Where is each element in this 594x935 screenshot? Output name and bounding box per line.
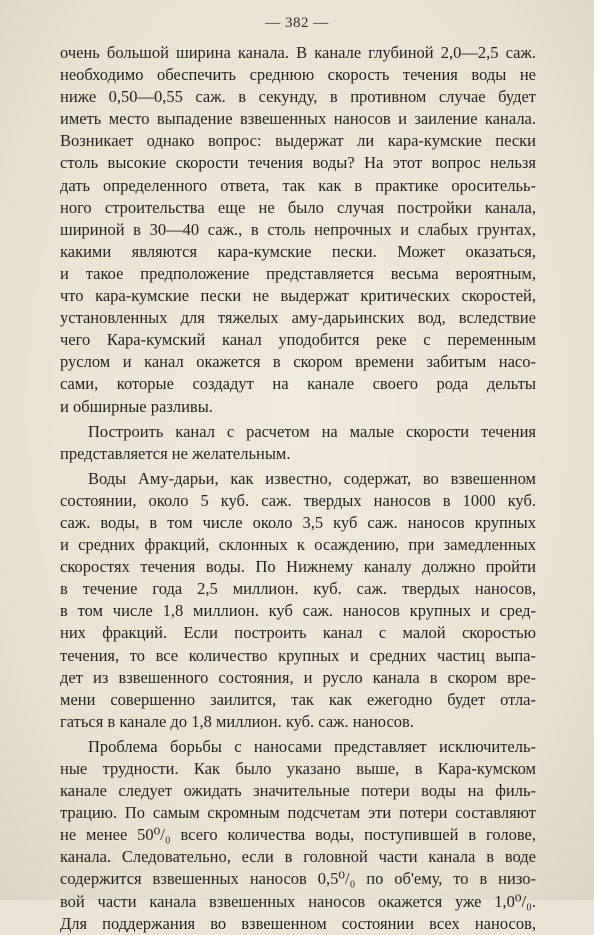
text-line: представляется не желательным.: [60, 443, 291, 463]
text-line: течения, то все количество крупных и средних частиц выпа-: [60, 645, 536, 665]
text-line: дать определенного ответа, так как в практике оросительь-: [60, 175, 536, 195]
page-number: — 382 —: [265, 15, 329, 31]
text-line: гаться в канале до 1,8 миллион. куб. саж. наносов.: [60, 711, 414, 731]
text-line: дет из взвешенного состояния, и русло канала в скором вре-: [60, 667, 536, 687]
text-line: и средних фракций, склонных к осаждению, при замедленных: [60, 535, 536, 555]
text-line: мени совершенно заилится, так как ежегодно будет отла-: [60, 689, 536, 709]
text-line: иметь место выпадение взвешенных наносов и заиление канала.: [60, 109, 536, 129]
text-line: канала. Следовательно, если в головной части канала в воде: [60, 847, 536, 867]
paragraph: [60, 736, 536, 935]
text-line: чего Кара-кумский канал уподобится реке с переменным: [60, 330, 536, 350]
text-line: в том числе 1,8 миллион. куб саж. наносов крупных и сред-: [60, 601, 536, 621]
text-line: трацию. По самым скромным подсчетам эти потери составляют: [60, 803, 536, 823]
body-text: [60, 42, 536, 935]
text-line: и такое предположение представляется весьма вероятным,: [60, 263, 536, 283]
text-line: установленных для тяжелых аму-дарьинских вод, вследствие: [60, 308, 536, 328]
text-line: руслом и канал окажется в скором времени забитым насо-: [60, 352, 536, 372]
paragraph: [60, 468, 536, 733]
text-line: сами, которые создадут на канале своего рода дельты: [60, 374, 536, 394]
text-line: них фракций. Если построить канал с малой скоростью: [60, 623, 536, 643]
text-line: что кара-кумские пески не выдержат критических скоростей,: [60, 286, 536, 306]
text-line: Проблема борьбы с наносами представляет исключитель-: [88, 736, 536, 756]
text-line: содержится взвешенных наносов 0,5⁰/₀ по об'ему, то в низо-: [60, 869, 536, 889]
text-line: Построить канал с расчетом на малые скорости течения: [88, 421, 536, 441]
text-line: ного строительства еще не было случая постройки канала,: [60, 197, 536, 217]
text-line: не менее 50⁰/₀ всего количества воды, поступившей в голове,: [60, 825, 536, 845]
text-line: ные трудности. Как было указано выше, в Кара-кумском: [60, 759, 536, 778]
text-line: Воды Аму-дарьи, как известно, содержат, во взвешенном: [88, 468, 536, 488]
text-line: и обширные разливы.: [60, 396, 213, 416]
text-line: вой части канала взвешенных наносов окажется уже 1,0⁰/₀.: [60, 891, 536, 911]
paragraph: [60, 421, 536, 465]
text-line: Возникает однако вопрос: выдержат ли кара-кумские пески: [60, 131, 536, 151]
text-line: шириной в 30—40 саж., в столь непрочных и слабых грунтах,: [60, 219, 536, 239]
text-line: в течение года 2,5 миллион. куб. саж. твердых наносов,: [60, 579, 536, 599]
text-line: скоростях течения воды. По Нижнему каналу должно пройти: [60, 557, 536, 577]
text-line: канале следует ожидать значительные потери воды на филь-: [60, 781, 536, 801]
paragraph: [60, 42, 536, 418]
text-line: Для поддержания во взвешенном состоянии всех наносов,: [60, 913, 536, 933]
text-line: саж. воды, в том числе около 3,5 куб саж. наносов крупных: [60, 512, 536, 532]
text-line: ниже 0,50—0,55 саж. в секунду, в противном случае будет: [60, 87, 536, 107]
text-line: столь высокие скорости течения воды? На этот вопрос нельзя: [60, 153, 536, 173]
text-line: какими являются кара-кумские пески. Может оказаться,: [60, 241, 536, 261]
text-line: состоянии, около 5 куб. саж. твердых наносов в 1000 куб.: [60, 490, 536, 510]
text-line: необходимо обеспечить среднюю скорость течения воды не: [60, 65, 536, 85]
text-line: очень большой ширина канала. В канале глубиной 2,0—2,5 саж.: [60, 43, 536, 62]
